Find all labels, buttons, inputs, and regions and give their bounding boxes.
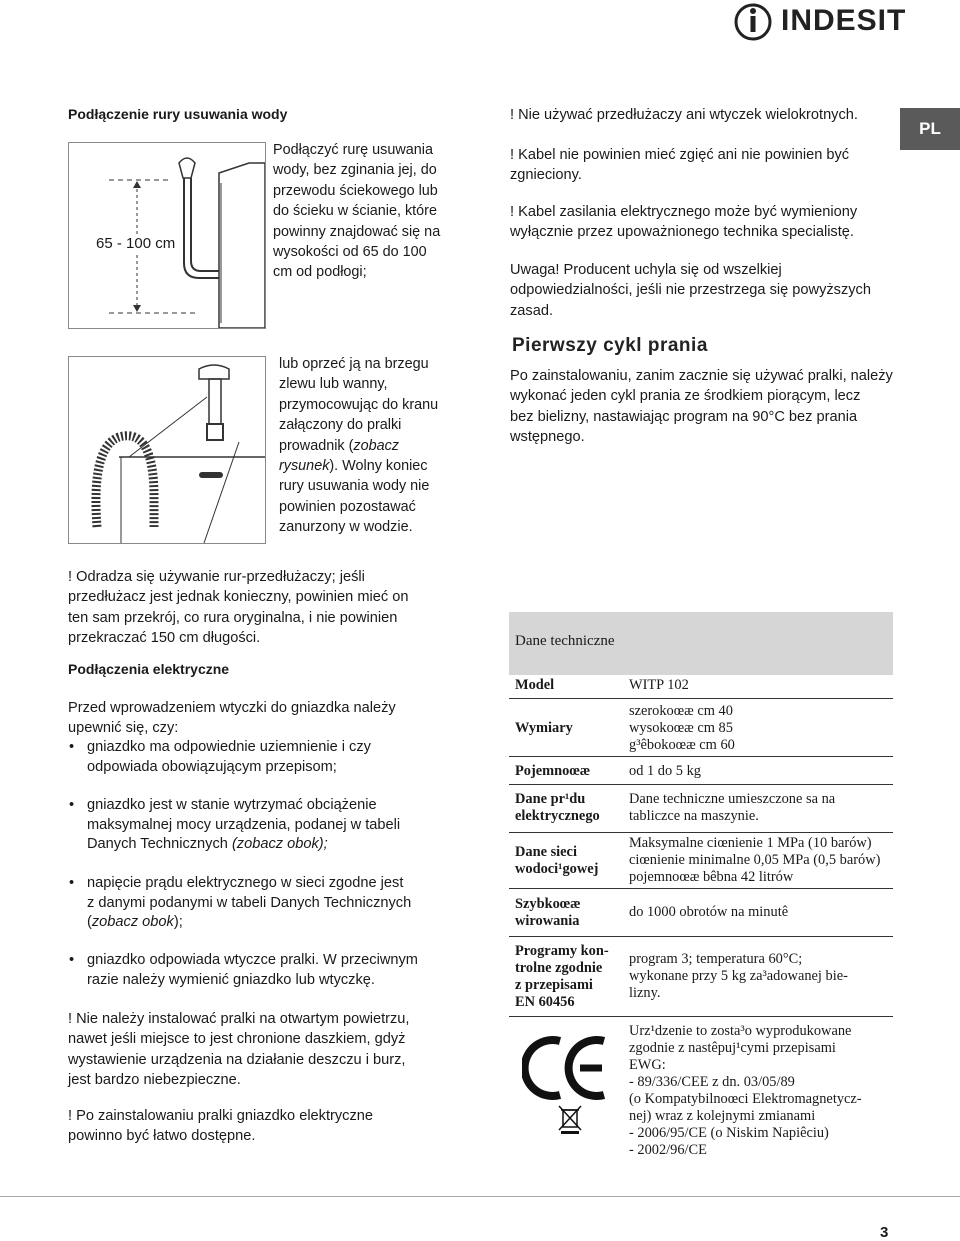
text-line: • gniazdko jest w stanie wytrzymać obciążenie: [87, 797, 377, 813]
text-line: Urz¹dzenie to zosta³o wyprodukowane: [629, 1023, 852, 1039]
tech-table-title: Dane techniczne: [515, 633, 615, 649]
text-line: Dane techniczne umieszczone sa na: [629, 791, 836, 807]
text-line: powinny znajdować się na: [273, 223, 441, 240]
text-line: szerokoœæ cm 40: [629, 703, 733, 719]
text-line: wyłącznie przez upoważnionego technika specialistę.: [510, 224, 854, 241]
text-line: tabliczce na maszynie.: [629, 808, 759, 824]
text-line: Uwaga! Producent uchyla się od wszelkiej: [510, 262, 782, 278]
electrical-value: [629, 791, 835, 825]
text-line: zgodnie z nastêpuj¹cymi przepisami: [629, 1040, 836, 1056]
text-run: );: [173, 914, 183, 931]
text-line: Po zainstalowaniu, zanim zacznie się używać pralki, należy: [510, 368, 893, 384]
text-line: wykonać jeden cykl prania ze środkiem piorącym, lecz: [510, 388, 861, 405]
warning-extension-cords: ! Nie używać przedłużaczy ani wtyczek wielokrotnych.: [510, 107, 858, 123]
text-line: przewodu ściekowego lub: [273, 182, 438, 199]
water-value: [629, 835, 880, 886]
text-line: przekraczać 150 cm długości.: [68, 630, 261, 647]
text-line: upewnić się, czy:: [68, 720, 179, 737]
text-line: wstępnego.: [510, 429, 585, 446]
text-line: ! Kabel zasilania elektrycznego może być wymieniony: [510, 204, 858, 220]
drain-section-title: Podłączenie rury usuwania wody: [68, 106, 288, 122]
table-divider: [509, 832, 893, 833]
page-number: 3: [880, 1224, 889, 1241]
text-line: - 89/336/CEE z dn. 03/05/89: [629, 1074, 795, 1090]
warning-cable-replace: [510, 202, 857, 243]
table-divider: [509, 1016, 893, 1017]
label-text: Model: [515, 677, 555, 693]
text-line: przymocowując do kranu: [279, 396, 439, 413]
bullet-item: [87, 951, 418, 990]
text-line: przedłużacz jest jednak konieczny, powinien mieć on: [68, 589, 409, 606]
text-line: ten sam przekrój, co rura oryginalna, i nie powinien: [68, 609, 398, 626]
text-line: ! Odradza się używanie rur-przedłużaczy; jeśli: [68, 569, 365, 585]
tech-table-header: [509, 612, 893, 675]
label-line: elektrycznego: [515, 808, 600, 824]
label-line: z przepisami: [515, 977, 593, 993]
text-line: cm od podłogi;: [273, 264, 367, 281]
text-line: [279, 436, 438, 456]
language-tab: PL: [900, 108, 960, 150]
table-divider: [509, 756, 893, 757]
text-line: • napięcie prądu elektrycznego w sieci zgodne jest: [87, 875, 404, 891]
text-line: razie należy wymienić gniazdko lub wtyczkę.: [87, 971, 375, 988]
text-line: powinno być łatwo dostępne.: [68, 1128, 256, 1145]
text-line: zgnieciony.: [510, 167, 582, 184]
text-line: wykonane przy 5 kg za³adowanej bie-: [629, 968, 848, 984]
electrical-section-title: Podłączenia elektryczne: [68, 661, 230, 677]
text-line: Podłączyć rurę usuwania: [273, 142, 433, 158]
text-line: program 3; temperatura 60°C;: [629, 951, 803, 967]
electrical-label: [515, 791, 600, 825]
text-line: rury usuwania wody nie: [279, 478, 430, 495]
bullet-item: [87, 738, 371, 777]
text-line: zlewu lub wanny,: [279, 376, 388, 393]
label-line: Szybkoœæ: [515, 896, 581, 912]
text-line: ciœnienie minimalne 0,05 MPa (0,5 barów): [629, 852, 881, 868]
text-line: nawet jeśli miejsce to jest chronione daszkiem, gdyż: [68, 1031, 406, 1048]
height-range-label: 65 - 100 cm: [96, 234, 175, 254]
italic-run: (zobacz obok);: [231, 836, 328, 853]
italic-run: rysunek: [279, 458, 330, 475]
weee-bin-icon: [556, 1103, 584, 1135]
text-run: ). Wolny koniec: [329, 458, 428, 475]
text-line: g³êbokoœæ cm 60: [629, 737, 735, 753]
table-divider: [509, 784, 893, 785]
italic-run: zobacz: [353, 437, 399, 454]
text-line: Maksymalne ciœnienie 1 MPa (10 barów): [629, 835, 872, 851]
text-line: jest bardzo niebezpieczne.: [68, 1072, 241, 1089]
text-run: (: [87, 914, 92, 931]
program-value: [629, 951, 848, 1002]
label-text: Wymiary: [515, 720, 573, 736]
socket-warning: [68, 1106, 373, 1147]
text-line: pojemnoœæ bêbna 42 litrów: [629, 869, 794, 885]
drain-height-figure: [68, 142, 266, 329]
water-label: [515, 844, 598, 878]
label-line: trolne zgodnie: [515, 960, 603, 976]
first-cycle-text: [510, 366, 893, 448]
brand-name: INDESIT: [781, 4, 907, 37]
table-divider: [509, 888, 893, 889]
text-line: odpowiada obowiązującym przepisom;: [87, 758, 337, 775]
outdoor-warning: [68, 1009, 409, 1091]
text-line: odpowiedzialności, jeśli nie przestrzega się powyższych: [510, 282, 871, 299]
electrical-intro: [68, 698, 396, 739]
drain-instructions-2: [279, 354, 438, 538]
text-line: - 2002/96/CE: [629, 1142, 707, 1158]
text-line: [87, 835, 400, 855]
model-label: [515, 677, 554, 694]
text-line: EWG:: [629, 1057, 666, 1073]
sink-hook-figure: [68, 356, 266, 544]
text-line: lub oprzeć ją na brzegu: [279, 356, 429, 372]
bullet-item: [87, 874, 411, 933]
model-value: WITP 102: [629, 677, 689, 693]
text-line: wysokości od 65 do 100: [273, 244, 427, 261]
text-line: do ścieku w ścianie, które: [273, 203, 437, 220]
text-line: z danymi podanymi w tabeli Danych Technicznych: [87, 894, 412, 911]
label-line: wodoci¹gowej: [515, 861, 599, 877]
italic-run: zobacz obok: [91, 914, 174, 931]
ce-conformity-text: [629, 1023, 862, 1159]
bullet-item: [87, 796, 400, 855]
text-line: zasad.: [510, 302, 553, 319]
text-line: zanurzony w wodzie.: [279, 519, 413, 536]
first-cycle-title: Pierwszy cykl prania: [512, 335, 708, 356]
text-line: wystawienie urządzenia na działanie deszczu i burz,: [68, 1051, 406, 1068]
spin-label: [515, 896, 581, 930]
text-line: nej) wraz z kolejnymi zmianami: [629, 1108, 816, 1124]
text-line: ! Kabel nie powinien mieć zgięć ani nie powinien być: [510, 147, 850, 163]
brand-logo: [733, 2, 907, 42]
text-line: lizny.: [629, 985, 661, 1001]
text-run: Danych Technicznych: [87, 836, 232, 853]
text-line: • gniazdko odpowiada wtyczce pralki. W przeciwnym: [87, 952, 418, 968]
program-label: [515, 943, 609, 1011]
label-line: EN 60456: [515, 994, 575, 1010]
text-line: wysokoœæ cm 85: [629, 720, 733, 736]
indesit-logo-icon: [733, 2, 777, 42]
footer-divider: [0, 1196, 960, 1197]
text-line: powinien pozostawać: [279, 498, 416, 515]
extension-warning: [68, 567, 408, 649]
drain-instructions-1: [273, 140, 440, 283]
ce-mark-icon: [522, 1035, 612, 1101]
text-line: załączony do pralki: [279, 417, 402, 434]
sink-hook-illustration: [69, 357, 265, 543]
text-line: • gniazdko ma odpowiednie uziemnienie i czy: [87, 739, 371, 755]
label-text: Pojemnoœæ: [515, 763, 591, 779]
text-line: - 2006/95/CE (o Niskim Napiêciu): [629, 1125, 829, 1141]
dimensions-values: [629, 703, 735, 754]
text-line: Przed wprowadzeniem wtyczki do gniazdka należy: [68, 700, 396, 716]
text-line: bez bielizny, nastawiając program na 90°C bez prania: [510, 408, 858, 425]
liability-note: [510, 260, 871, 321]
text-line: (o Kompatybilnoœci Elektromagnetycz-: [629, 1091, 862, 1107]
warning-cable-bend: [510, 145, 849, 186]
capacity-label: [515, 763, 590, 780]
text-line: [87, 913, 411, 933]
label-line: Dane pr¹du: [515, 791, 586, 807]
text-line: wody, bez zginania jej, do: [273, 162, 437, 179]
text-run: prowadnik (: [279, 437, 354, 454]
label-line: wirowania: [515, 913, 580, 929]
text-line: maksymalnej mocy urządzenia, podanej w tabeli: [87, 816, 401, 833]
capacity-value: od 1 do 5 kg: [629, 763, 701, 779]
label-line: Dane sieci: [515, 844, 577, 860]
text-line: ! Po zainstalowaniu pralki gniazdko elektryczne: [68, 1108, 374, 1124]
table-divider: [509, 936, 893, 937]
label-line: Programy kon-: [515, 943, 609, 959]
dimensions-label: [515, 720, 573, 737]
table-divider: [509, 698, 893, 699]
text-line: [279, 456, 438, 476]
spin-value: do 1000 obrotów na minutê: [629, 904, 789, 920]
text-line: ! Nie należy instalować pralki na otwartym powietrzu,: [68, 1011, 410, 1027]
